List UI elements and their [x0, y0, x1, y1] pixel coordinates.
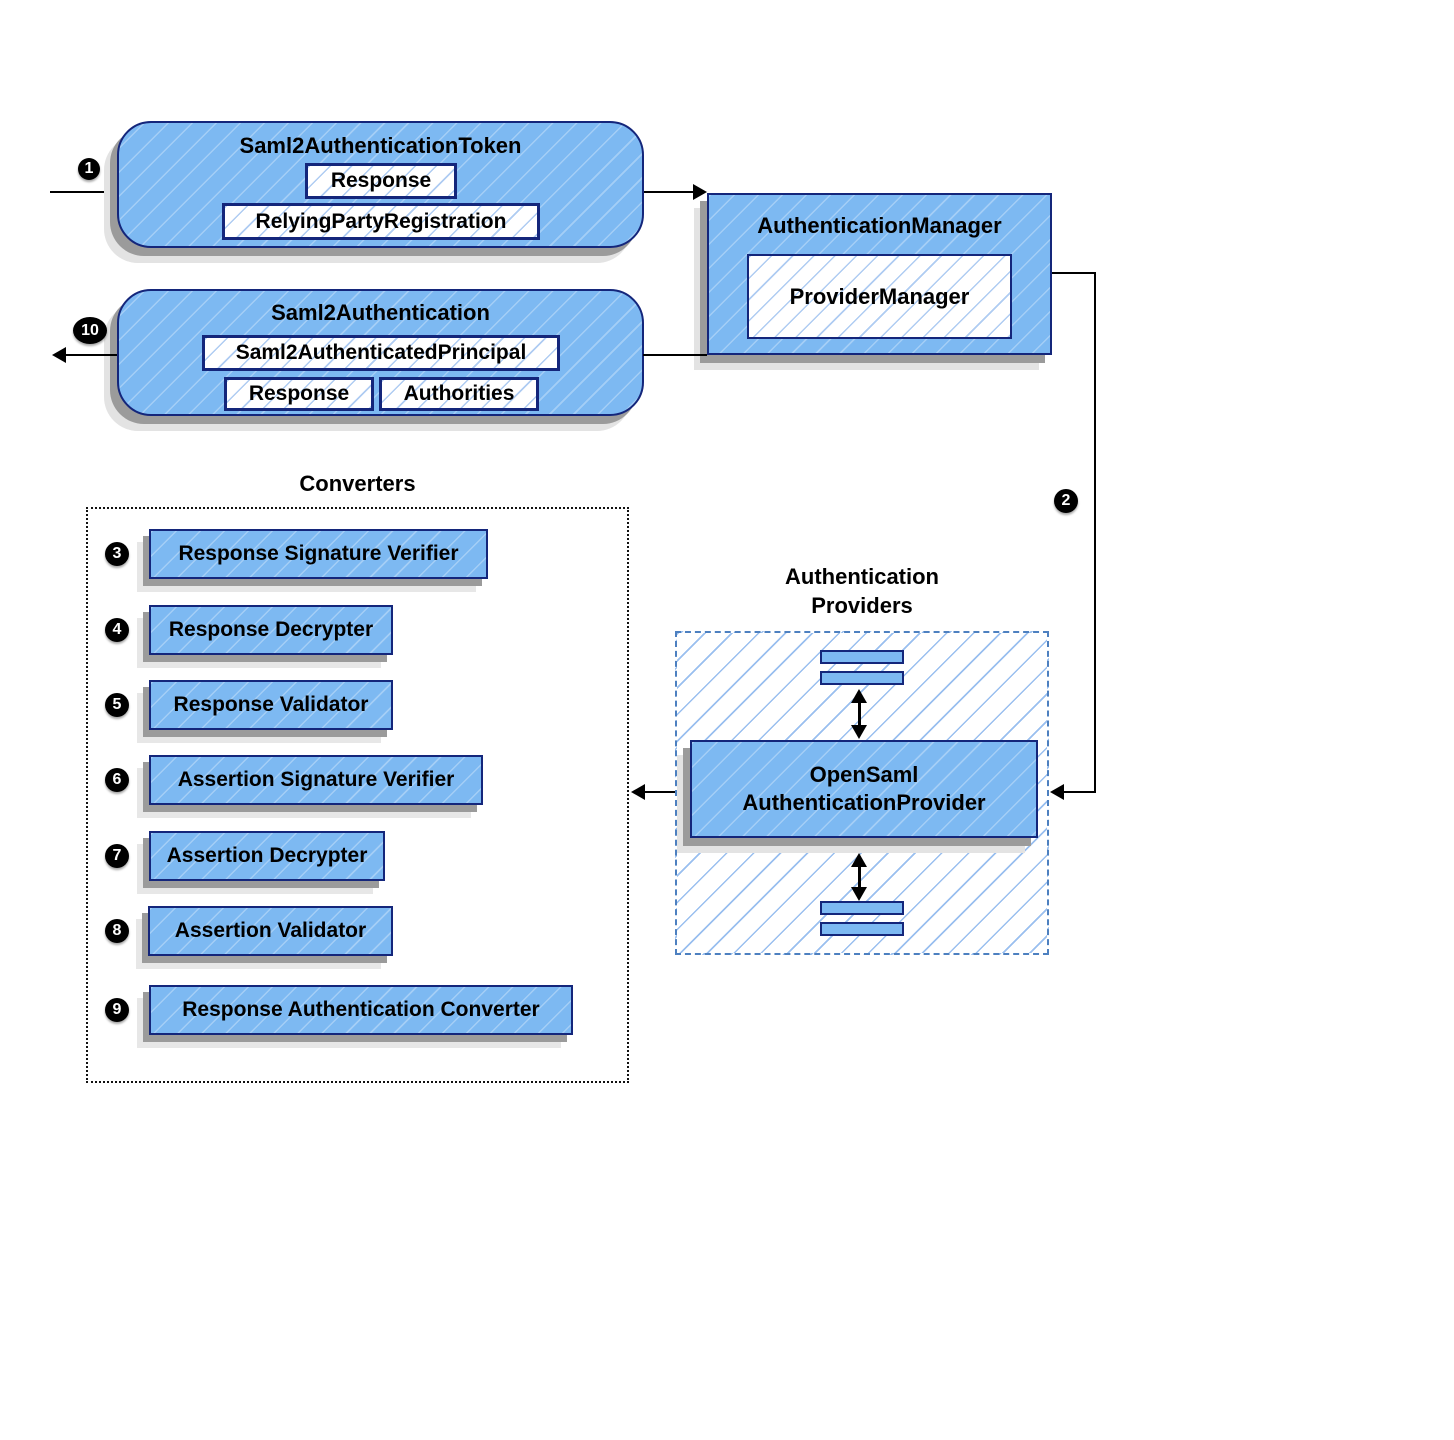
manager-to-authentication-line	[643, 354, 707, 356]
authentication-providers-title-line1: Authentication	[785, 564, 939, 589]
provider-manager-chip	[747, 254, 1012, 339]
double-arrow-down-icon	[851, 887, 867, 901]
step5-number: 5	[112, 696, 122, 713]
converter-assertion-decrypter	[149, 831, 385, 881]
saml2-authenticated-principal-chip	[202, 335, 560, 371]
converter-label: Response Signature Verifier	[178, 542, 459, 565]
step2-line-top	[1052, 272, 1096, 274]
saml2-authentication-node	[117, 289, 644, 416]
saml2-authentication-token-title: Saml2AuthenticationToken	[239, 133, 522, 158]
provider-placeholder-bar	[820, 901, 904, 915]
opensaml-line2: AuthenticationProvider	[742, 790, 986, 815]
step1-line	[50, 191, 117, 193]
step8-badge	[105, 919, 129, 943]
step1-number: 1	[84, 160, 94, 177]
double-arrow-line	[858, 865, 861, 889]
converter-label: Assertion Decrypter	[166, 844, 368, 867]
step6-badge	[105, 768, 129, 792]
converter-response-signature-verifier	[149, 529, 488, 579]
token-to-manager-line	[644, 191, 693, 193]
authorities-chip	[379, 377, 539, 411]
step3-badge	[105, 542, 129, 566]
converter-label: Assertion Signature Verifier	[177, 768, 455, 791]
converter-label: Response Validator	[173, 693, 369, 716]
provider-placeholder-bar	[820, 671, 904, 685]
step2-badge	[1054, 489, 1078, 513]
double-arrow-line	[858, 701, 861, 727]
authorities-label: Authorities	[403, 382, 515, 405]
step2-arrowhead-icon	[1050, 784, 1064, 800]
step8-number: 8	[112, 922, 122, 939]
authentication-response-label: Response	[248, 382, 350, 405]
saml2-authentication-token-node	[117, 121, 644, 248]
step7-number: 7	[112, 847, 122, 864]
converter-label: Response Decrypter	[168, 618, 374, 641]
converter-response-decrypter	[149, 605, 393, 655]
step7-badge	[105, 844, 129, 868]
step1-badge	[78, 158, 100, 180]
token-relying-party-registration-label: RelyingPartyRegistration	[255, 209, 507, 233]
step10-line	[66, 354, 117, 356]
converter-assertion-signature-verifier	[149, 755, 483, 805]
step9-number: 9	[112, 1001, 122, 1018]
provider-placeholder-bar	[820, 650, 904, 664]
converters-title: Converters	[299, 471, 416, 496]
provider-to-converters-line	[645, 791, 675, 793]
step5-badge	[105, 693, 129, 717]
authentication-manager-node	[707, 193, 1052, 355]
token-response-label: Response	[330, 169, 432, 192]
converter-assertion-validator	[148, 906, 393, 956]
step2-line-bottom	[1064, 791, 1095, 793]
provider-to-converters-arrowhead-icon	[631, 784, 645, 800]
provider-placeholder-bar	[820, 922, 904, 936]
step2-number: 2	[1061, 492, 1071, 509]
double-arrow-down-icon	[851, 725, 867, 739]
opensaml-authentication-provider-node	[690, 740, 1038, 838]
step6-number: 6	[112, 771, 122, 788]
authentication-manager-title: AuthenticationManager	[757, 213, 1002, 238]
step9-badge	[105, 998, 129, 1022]
step10-number: 10	[81, 321, 99, 339]
authentication-providers-title	[675, 562, 1049, 620]
converter-label: Response Authentication Converter	[182, 998, 540, 1021]
authentication-response-chip	[224, 377, 374, 411]
saml2-authentication-title: Saml2Authentication	[271, 300, 490, 325]
step2-line-vertical	[1094, 272, 1096, 793]
converter-response-validator	[149, 680, 393, 730]
step10-badge	[73, 317, 107, 344]
opensaml-line1: OpenSaml	[809, 762, 919, 787]
token-relying-party-registration-chip	[222, 203, 540, 240]
token-to-manager-arrowhead-icon	[693, 184, 707, 200]
step10-arrowhead-icon	[52, 347, 66, 363]
converter-label: Assertion Validator	[174, 919, 367, 942]
provider-manager-label: ProviderManager	[789, 283, 970, 309]
authentication-providers-title-line2: Providers	[811, 593, 913, 618]
step4-number: 4	[112, 621, 122, 638]
converter-response-authentication-converter	[149, 985, 573, 1035]
token-response-chip	[305, 163, 457, 199]
step3-number: 3	[112, 545, 122, 562]
saml2-authenticated-principal-label: Saml2AuthenticatedPrincipal	[235, 341, 527, 364]
step4-badge	[105, 618, 129, 642]
